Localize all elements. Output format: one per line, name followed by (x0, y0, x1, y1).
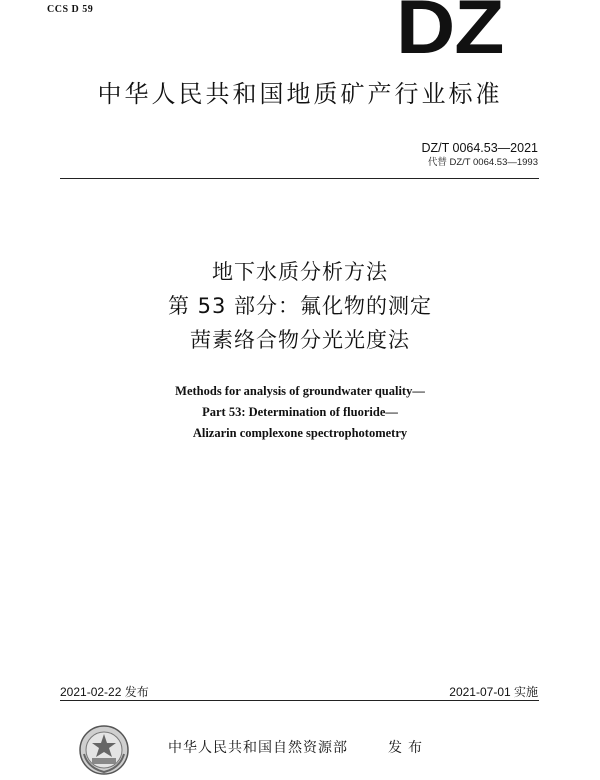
title-en-line3: Alizarin complexone spectrophotometry (192, 426, 408, 440)
title-en-line1: Methods for analysis of groundwater quality— (175, 384, 425, 398)
dz-logo: DZ (396, 0, 504, 70)
header-divider (60, 178, 539, 179)
industry-standard-title: 中华人民共和国地质矿产行业标准 (97, 80, 503, 108)
implementation-date: 2021-07-01 实施 (449, 685, 538, 699)
ccs-code: CCS D 59 (47, 4, 94, 15)
issue-date: 2021-02-22 发布 (60, 685, 149, 699)
title-cn-line3: 茜素络合物分光光度法 (190, 328, 410, 352)
title-en-line2: Part 53: Determination of fluoride— (202, 405, 398, 419)
footer-divider (60, 700, 539, 701)
replaces-standard: 代替 DZ/T 0064.53—1993 (427, 157, 538, 168)
publisher-name: 中华人民共和国自然资源部 (168, 740, 348, 756)
national-emblem-icon (78, 724, 130, 776)
title-cn-line2: 第 53 部分：氟化物的测定 (167, 294, 433, 318)
standard-number: DZ/T 0064.53—2021 (421, 141, 538, 155)
title-cn-line1: 地下水质分析方法 (212, 260, 388, 284)
publish-label: 发布 (388, 740, 428, 756)
